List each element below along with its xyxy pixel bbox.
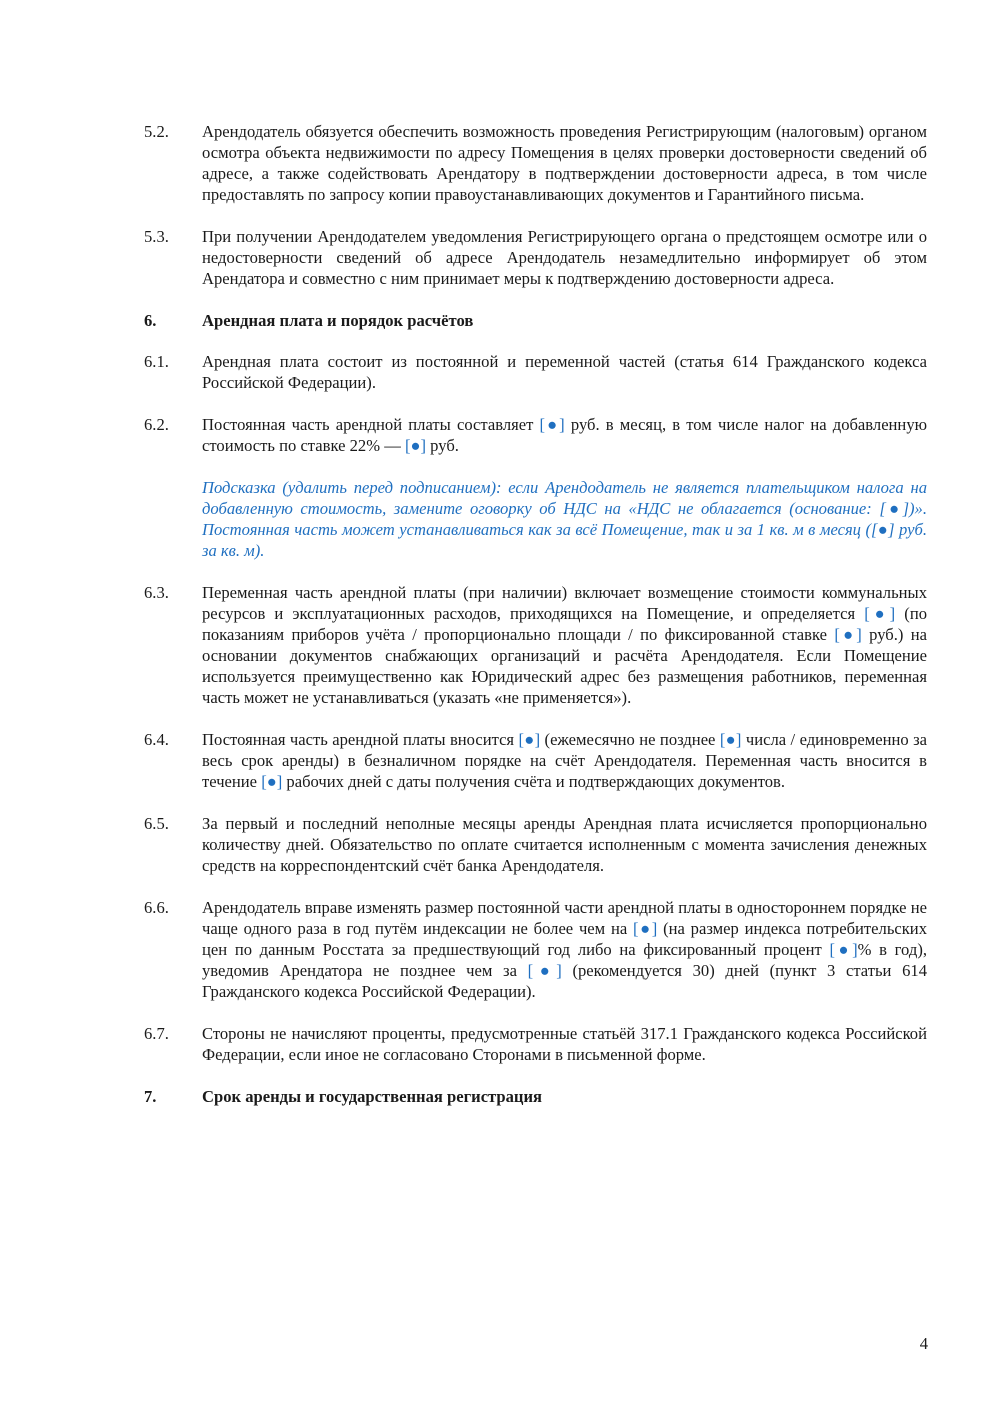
placeholder-marker: [●] [261, 772, 283, 791]
section-number: 6. [144, 311, 157, 330]
clause-6-6 [144, 897, 927, 1002]
section-number: 7. [144, 1087, 157, 1106]
drafting-hint: Подсказка (удалить перед подписанием): если Арендодатель не является плательщиком налога на добавленную стоимость, замените оговорку об НДС на «НДС не облагается (основание: [●])». Постоянная часть может устанавливаться как за всё Помещение, так и за 1 кв. м в месяц ([●] руб. за кв. м). [202, 478, 927, 560]
clause-number: 5.2. [144, 122, 169, 141]
placeholder-marker: [●] [864, 604, 896, 623]
text-run: Арендодатель вправе изменять размер постоянной части арендной платы в одностороннем порядке не чаще одного раза в год путём индексации не более чем на [202, 898, 927, 938]
placeholder-marker: [●] [829, 940, 858, 959]
page-number: 4 [919, 1334, 928, 1353]
clause-number: 6.6. [144, 898, 169, 917]
clause-text [202, 414, 927, 456]
clause-text [202, 897, 927, 1002]
clause-text: При получении Арендодателем уведомления Регистрирующего органа о предстоящем осмотре или о недостоверности сведений об адресе Арендодатель незамедлительно информирует об этом Арендатора и совместно с ним принимает меры к подтверждению достоверности адреса. [202, 227, 927, 288]
clause-text [202, 729, 927, 792]
placeholder-marker: [●] [719, 730, 742, 749]
placeholder-marker: [●] [527, 961, 562, 980]
document-body [144, 121, 927, 1127]
placeholder-marker: [●] [632, 919, 658, 938]
clause-text [202, 582, 927, 708]
clause-text: За первый и последний неполные месяцы аренды Арендная плата исчисляется пропорционально количеству дней. Обязательство по оплате считается исполненным с момента зачисления денежных средств на корреспондентский счёт банка Арендодателя. [202, 814, 927, 875]
text-run: числа / единовременно за весь срок аренды) в безналичном порядке на счёт Арендодателя. Переменная часть вносится в течение [202, 730, 927, 791]
text-run: Постоянная часть арендной платы вносится [202, 730, 519, 749]
text-run: (на размер индекса потребительских цен по данным Росстата за предшествующий год либо на фиксированный процент [202, 919, 927, 959]
clause-6-7 [144, 1023, 927, 1065]
placeholder-marker: [●] [834, 625, 862, 644]
text-run: % в год), уведомив Арендатора не позднее чем за [202, 940, 927, 980]
section-title: Срок аренды и государственная регистрация [202, 1087, 543, 1106]
placeholder-marker: [●] [404, 436, 427, 455]
text-run: рабочих дней с даты получения счёта и подтверждающих документов. [282, 772, 786, 791]
clause-6-3 [144, 582, 927, 708]
clause-5-3 [144, 226, 927, 289]
text-run: Переменная часть арендной платы (при наличии) включает возмещение стоимости коммунальных ресурсов и эксплуатационных расходов, приходящихся на Помещение, и определяется [202, 583, 927, 623]
clause-number: 6.7. [144, 1024, 169, 1043]
clause-number: 6.4. [144, 730, 169, 749]
clause-text: Стороны не начисляют проценты, предусмотренные статьёй 317.1 Гражданского кодекса Российской Федерации, если иное не согласовано Сторонами в письменной форме. [202, 1024, 927, 1064]
text-run: руб. в месяц, в том числе налог на добавленную стоимость по ставке 22% — [202, 415, 928, 455]
placeholder-marker: [●] [539, 415, 565, 434]
text-run: Постоянная часть арендной платы составляет [202, 415, 540, 434]
text-run: (по показаниям приборов учёта / пропорционально площади / по фиксированной ставке [202, 604, 927, 644]
text-run: (рекомендуется 30) дней (пункт 3 статьи 614 Гражданского кодекса Российской Федерации). [202, 961, 927, 1001]
text-run: руб.) на основании документов снабжающих организаций и расчёта Арендодателя. Если Помещение используется преимущественно как Юридический адрес без размещения работников, переменная часть может не устанавливаться (указать «не применяется»). [202, 625, 927, 707]
placeholder-marker: [●] [518, 730, 541, 749]
clause-number: 5.3. [144, 227, 169, 246]
clause-number: 6.2. [144, 415, 169, 434]
section-6-heading [144, 310, 927, 331]
clause-5-2 [144, 121, 927, 205]
text-run: (ежемесячно не позднее [540, 730, 720, 749]
section-7-heading [144, 1086, 927, 1107]
clause-number: 6.5. [144, 814, 169, 833]
clause-number: 6.1. [144, 352, 169, 371]
clause-text: Арендодатель обязуется обеспечить возможность проведения Регистрирующим (налоговым) органом осмотра объекта недвижимости по адресу Помещения в целях проверки достоверности сведений об адресе, а также содействовать Арендатору в подтверждении достоверности адреса, в том числе предоставлять по запросу копии правоустанавливающих документов и Гарантийного письма. [202, 122, 927, 204]
clause-6-2 [144, 414, 927, 456]
clause-text: Арендная плата состоит из постоянной и переменной частей (статья 614 Гражданского кодекса Российской Федерации). [202, 352, 927, 392]
clause-6-1 [144, 351, 927, 393]
text-run: руб. [426, 436, 459, 455]
section-title: Арендная плата и порядок расчётов [202, 311, 474, 330]
clause-number: 6.3. [144, 583, 169, 602]
clause-6-4 [144, 729, 927, 792]
clause-6-5 [144, 813, 927, 876]
